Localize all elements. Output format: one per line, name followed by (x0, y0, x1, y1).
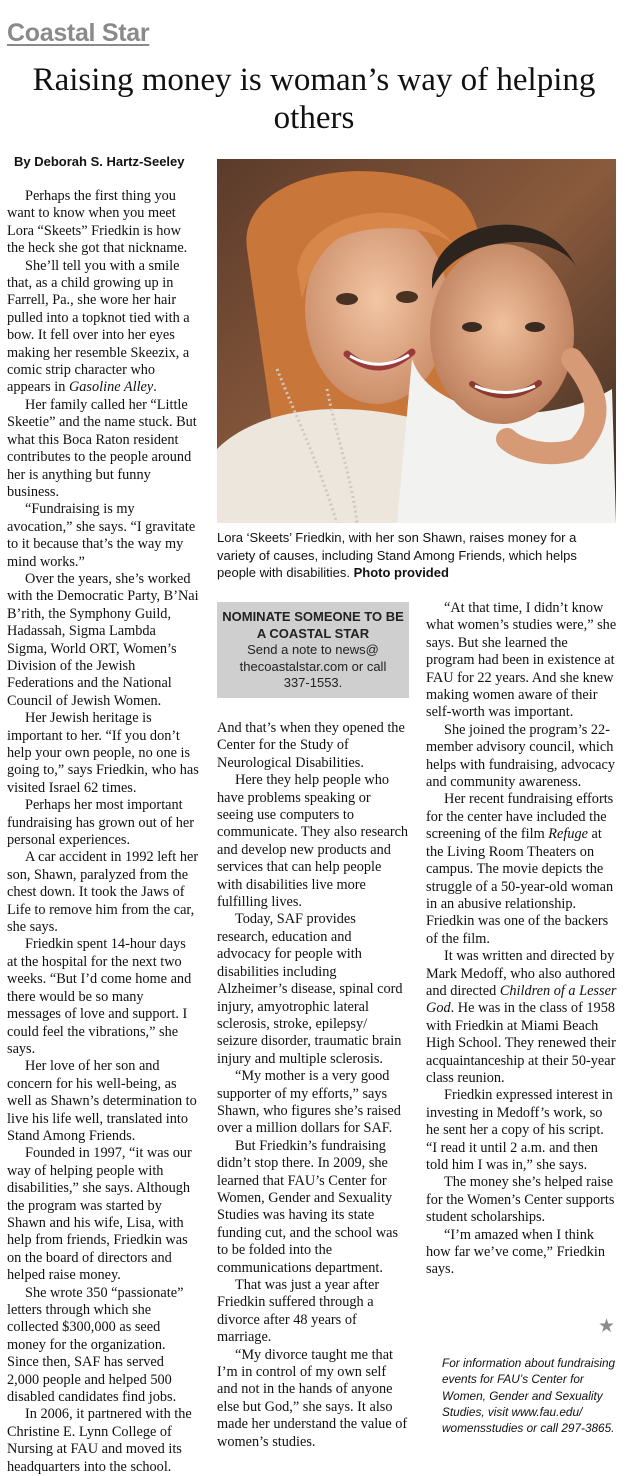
nominate-box (217, 602, 409, 698)
paragraph: Friedkin spent 14-hour days at the hospital for the next two weeks. “But I’d come home and there would be so many messages of love and support. I could feel the vibrations,” she says. (7, 936, 192, 1057)
paragraph: Perhaps the first thing you want to know when you meet Lora “Skeets” Friedkin is how the heck she got that nickname. (7, 188, 188, 257)
paragraph: Her love of her son and concern for his well-being, as well as Shawn’s determination to live his life well, translated into Stand Among Friends. (7, 1058, 197, 1144)
photo-illustration (217, 159, 616, 523)
paragraph: She wrote 350 “passionate” letters through which she collected $300,000 as seed money for the organization. Since then, SAF has served 2,000 people and helped 500 disabled candidates find jobs. (7, 1284, 184, 1406)
paragraph: But Friedkin’s fundraising didn’t stop there. In 2009, she learned that FAU’s Center for Women, Gender and Sexuality Studies was having its state funding cut, and the school was to be folded into the communications department. (217, 1137, 399, 1276)
paragraph: Her recent fundraising efforts for the center have included the screening of the film Refuge at the Living Room Theaters on campus. The movie depicts the struggle of a 50-year-old woman in an abusive relationship. Friedkin was one of the backers of the film. (426, 791, 614, 947)
caption-text: Lora ‘Skeets’ Friedkin, with her son Shawn, raises money for a variety of causes, including Stand Among Friends, which helps people with disabilities. (217, 530, 577, 580)
info-note: For information about fundraising events for FAU’s Center for Women, Gender and Sexuality Studies, visit www.fau.edu/ womensstudies or call 297-3865. (442, 1356, 616, 1436)
byline: By Deborah S. Hartz-Seeley (14, 154, 185, 169)
paragraph: “My mother is a very good supporter of my efforts,” says Shawn, who figures she’s raised over a million dollars for SAF. (217, 1068, 401, 1137)
nominate-body: Send a note to news@ thecoastalstar.com or call 337-1553. (239, 642, 387, 690)
paragraph: It was written and directed by Mark Medoff, who also authored and directed Children of a Lesser God. He was in the class of 1958 with Friedkin at Miami Beach High School. They renewed their acquaintanceship at their 50-year class reunion. (426, 948, 617, 1086)
article-column-2 (217, 720, 409, 1451)
paragraph: Friedkin expressed interest in investing in Medoff’s work, so he sent her a copy of his script. “I read it until 2 a.m. and then told him I was in,” she says. (426, 1087, 613, 1173)
headline (0, 61, 628, 137)
paragraph: Her Jewish heritage is important to her. “If you don’t help your own people, no one is going to,” says Friedkin, who has visited Israel 62 times. (7, 710, 199, 796)
paragraph: The money she’s helped raise for the Women’s Center supports student scholarships. (426, 1174, 615, 1226)
photo-credit: Photo provided (353, 565, 449, 580)
paragraph: And that’s when they opened the Center for the Study of Neurological Disabilities. (217, 720, 405, 771)
paragraph: “My divorce taught me that I’m in control of my own self and not in the hands of anyone else but God,” she says. It also made her understand the value of women’s studies. (217, 1346, 408, 1450)
photo-caption (217, 529, 617, 582)
paragraph: Founded in 1997, “it was our way of helping people with disabilities,” she says. Although the program was started by Shawn and his wife, Lisa, with help from friends, Friedkin was on the board of directors and helped raise money. (7, 1145, 192, 1284)
paragraph: “At that time, I didn’t know what women’s studies were,” she says. But she learned the program had been in existence at FAU for 22 years. And she knew making women aware of their self-worth was important. (426, 600, 617, 721)
nominate-heading: NOMINATE SOMEONE TO BE A COASTAL STAR (222, 609, 404, 641)
article-column-1 (7, 188, 199, 1476)
paragraph: Here they help people who have problems speaking or seeing use computers to communicate. They also research and develop new products and services that can help people with disabilities live more fulfilling lives. (217, 772, 409, 911)
paragraph: A car accident in 1992 left her son, Shawn, paralyzed from the chest down. It took the Jaws of Life to remove him from the car, she says. (7, 849, 199, 936)
headline-text: Raising money is woman’s way of helping others (32, 62, 596, 136)
paragraph: “Fundraising is my avocation,” she says. “I gravitate to it because that’s the way my mind works.” (7, 501, 196, 570)
article-column-3 (426, 600, 618, 1279)
paragraph: Her family called her “Little Skeetie” and the name stuck. But what this Boca Raton resident contributes to the people around her is anything but funny business. (7, 396, 197, 500)
paragraph: “I’m amazed when I think how far we’ve come,” Friedkin says. (426, 1226, 606, 1278)
paragraph: Today, SAF provides research, education and advocacy for people with disabilities including Alzheimer’s disease, spinal cord injury, amyotrophic lateral sclerosis, stroke, epilepsy/ seizure disorder, traumatic brain injury and multiple sclerosis. (217, 911, 403, 1067)
paragraph: Perhaps her most important fundraising has grown out of her personal experiences. (7, 797, 195, 849)
article-photo (217, 159, 616, 523)
paragraph: That was just a year after Friedkin suffered through a divorce after 48 years of marriage. (217, 1277, 380, 1346)
masthead: Coastal Star (7, 19, 150, 47)
paragraph: In 2006, it partnered with the Christine E. Lynn College of Nursing at FAU and moved its headquarters into the school. (7, 1406, 192, 1475)
paragraph: She’ll tell you with a smile that, as a child growing up in Farrell, Pa., she wore her hair pulled into a topknot tied with a bow. It fell over into her eyes making her resemble Skeezix, a comic strip character who appears in Gasoline Alley. (7, 257, 190, 396)
paragraph: Over the years, she’s worked with the Democratic Party, B’Nai B’rith, the Symphony Guild, Hadassah, Sigma Lambda Sigma, World ORT, Women’s Division of the Jewish Federations and the National Council of Jewish Women. (7, 570, 199, 709)
end-star-icon: ★ (598, 1315, 616, 1337)
paragraph: She joined the program’s 22-member advisory council, which helps with fundraising, advocacy and community awareness. (426, 721, 615, 791)
